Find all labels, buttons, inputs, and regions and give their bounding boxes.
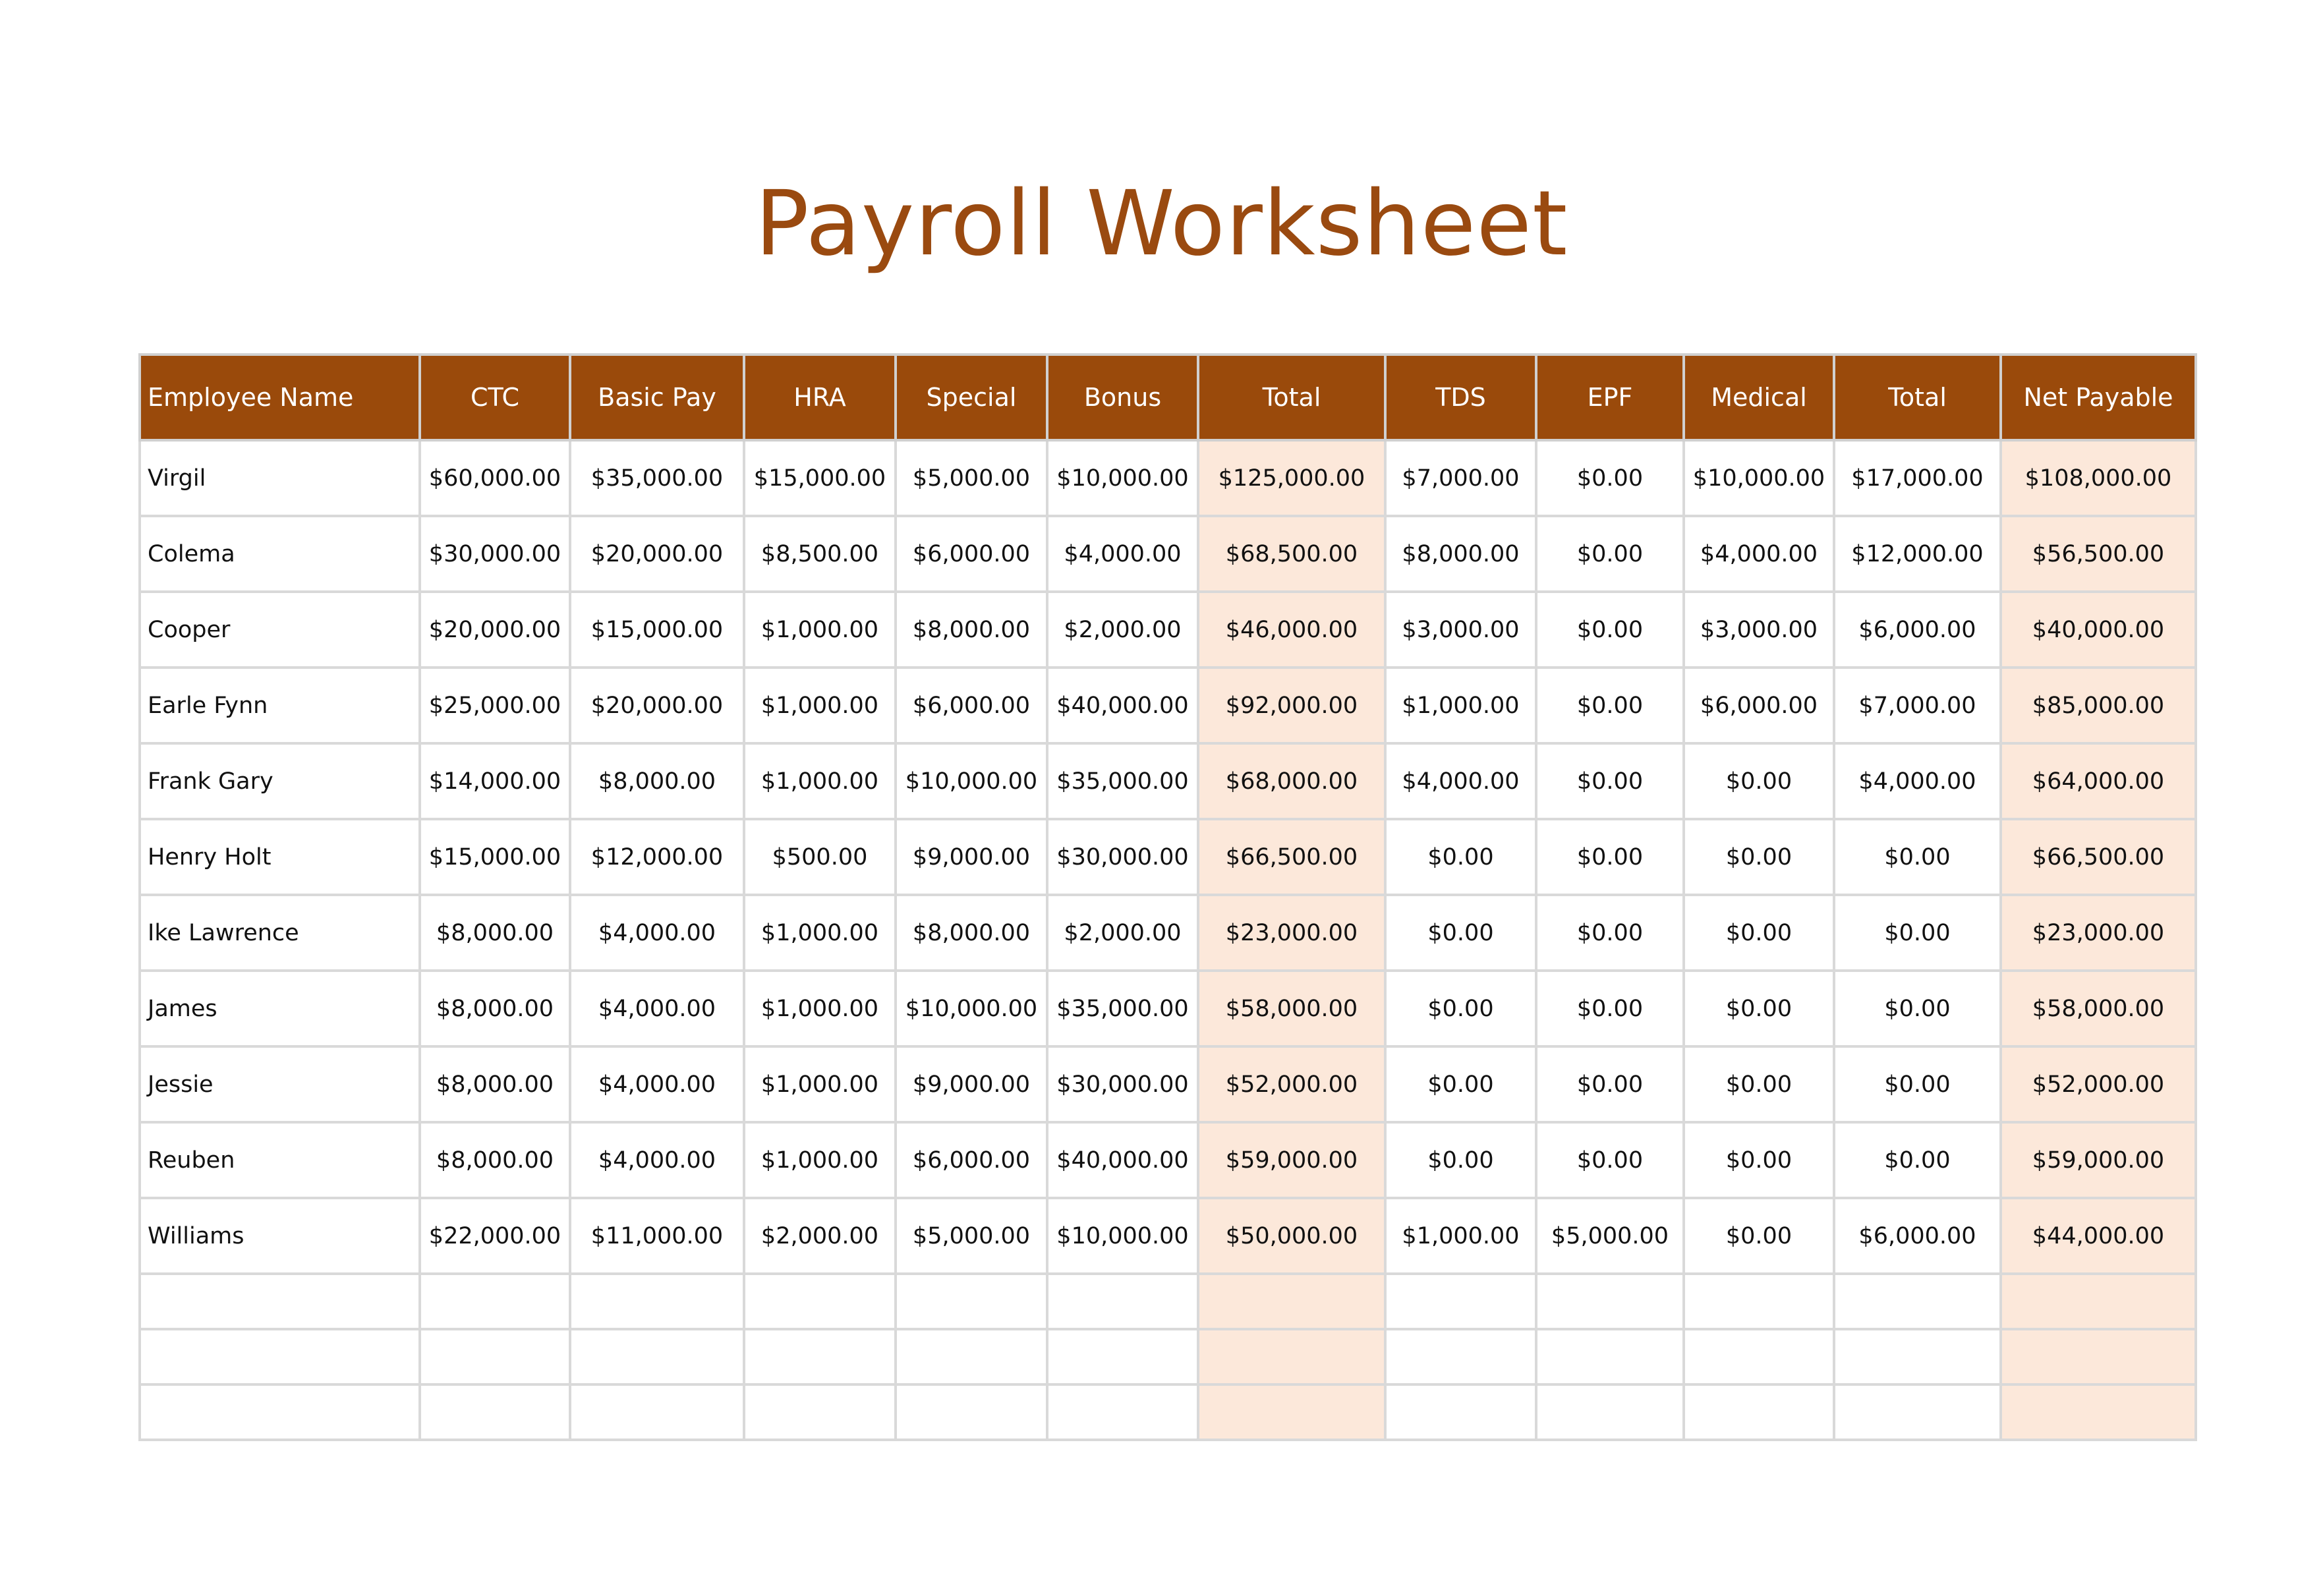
- empty-cell-hra[interactable]: [744, 1329, 896, 1384]
- cell-hra[interactable]: $500.00: [744, 819, 896, 895]
- cell-hra[interactable]: $2,000.00: [744, 1198, 896, 1274]
- cell-ctc[interactable]: $60,000.00: [420, 440, 570, 516]
- cell-earnings-total[interactable]: $59,000.00: [1198, 1122, 1385, 1198]
- cell-ctc[interactable]: $8,000.00: [420, 895, 570, 971]
- cell-basic-pay[interactable]: $4,000.00: [570, 895, 744, 971]
- cell-medical[interactable]: $0.00: [1684, 1046, 1834, 1122]
- cell-tds[interactable]: $1,000.00: [1385, 668, 1536, 743]
- empty-cell-special[interactable]: [896, 1274, 1047, 1329]
- cell-employee-name[interactable]: Henry Holt: [140, 819, 420, 895]
- cell-employee-name[interactable]: Ike Lawrence: [140, 895, 420, 971]
- cell-bonus[interactable]: $40,000.00: [1047, 1122, 1198, 1198]
- cell-special[interactable]: $8,000.00: [896, 895, 1047, 971]
- cell-employee-name[interactable]: James: [140, 971, 420, 1046]
- cell-earnings-total[interactable]: $50,000.00: [1198, 1198, 1385, 1274]
- empty-cell-medical[interactable]: [1684, 1384, 1834, 1440]
- cell-basic-pay[interactable]: $15,000.00: [570, 592, 744, 668]
- cell-special[interactable]: $6,000.00: [896, 1122, 1047, 1198]
- cell-hra[interactable]: $8,500.00: [744, 516, 896, 592]
- cell-medical[interactable]: $0.00: [1684, 743, 1834, 819]
- cell-net-payable[interactable]: $66,500.00: [2001, 819, 2196, 895]
- cell-hra[interactable]: $1,000.00: [744, 971, 896, 1046]
- cell-earnings-total[interactable]: $52,000.00: [1198, 1046, 1385, 1122]
- cell-ctc[interactable]: $8,000.00: [420, 1122, 570, 1198]
- cell-tds[interactable]: $0.00: [1385, 1046, 1536, 1122]
- header-basic-pay[interactable]: Basic Pay: [570, 355, 744, 440]
- cell-net-payable[interactable]: $85,000.00: [2001, 668, 2196, 743]
- empty-cell-ctc[interactable]: [420, 1274, 570, 1329]
- cell-special[interactable]: $9,000.00: [896, 819, 1047, 895]
- cell-bonus[interactable]: $4,000.00: [1047, 516, 1198, 592]
- cell-basic-pay[interactable]: $8,000.00: [570, 743, 744, 819]
- empty-cell-hra[interactable]: [744, 1384, 896, 1440]
- empty-cell-medical[interactable]: [1684, 1274, 1834, 1329]
- cell-epf[interactable]: $0.00: [1536, 895, 1684, 971]
- cell-employee-name[interactable]: Frank Gary: [140, 743, 420, 819]
- cell-tds[interactable]: $0.00: [1385, 1122, 1536, 1198]
- table-row: [140, 440, 2196, 516]
- cell-epf[interactable]: $0.00: [1536, 1046, 1684, 1122]
- empty-cell-earnings-total[interactable]: [1198, 1329, 1385, 1384]
- empty-cell-employee-name[interactable]: [140, 1274, 420, 1329]
- cell-tds[interactable]: $1,000.00: [1385, 1198, 1536, 1274]
- empty-cell-epf[interactable]: [1536, 1274, 1684, 1329]
- empty-cell-basic-pay[interactable]: [570, 1274, 744, 1329]
- cell-employee-name[interactable]: Reuben: [140, 1122, 420, 1198]
- table-row: [140, 971, 2196, 1046]
- cell-tds[interactable]: $3,000.00: [1385, 592, 1536, 668]
- cell-bonus[interactable]: $30,000.00: [1047, 819, 1198, 895]
- cell-tds[interactable]: $0.00: [1385, 971, 1536, 1046]
- cell-earnings-total[interactable]: $125,000.00: [1198, 440, 1385, 516]
- cell-deductions-total[interactable]: $7,000.00: [1834, 668, 2001, 743]
- cell-deductions-total[interactable]: $4,000.00: [1834, 743, 2001, 819]
- table-row: [140, 895, 2196, 971]
- empty-cell-net-payable[interactable]: [2001, 1384, 2196, 1440]
- cell-net-payable[interactable]: $40,000.00: [2001, 592, 2196, 668]
- cell-employee-name[interactable]: Cooper: [140, 592, 420, 668]
- cell-medical[interactable]: $0.00: [1684, 1198, 1834, 1274]
- cell-bonus[interactable]: $10,000.00: [1047, 1198, 1198, 1274]
- cell-deductions-total[interactable]: $0.00: [1834, 819, 2001, 895]
- cell-hra[interactable]: $1,000.00: [744, 743, 896, 819]
- cell-special[interactable]: $6,000.00: [896, 516, 1047, 592]
- cell-deductions-total[interactable]: $0.00: [1834, 895, 2001, 971]
- cell-bonus[interactable]: $10,000.00: [1047, 440, 1198, 516]
- cell-ctc[interactable]: $8,000.00: [420, 1046, 570, 1122]
- cell-basic-pay[interactable]: $4,000.00: [570, 1122, 744, 1198]
- cell-bonus[interactable]: $40,000.00: [1047, 668, 1198, 743]
- cell-employee-name[interactable]: Jessie: [140, 1046, 420, 1122]
- empty-cell-tds[interactable]: [1385, 1384, 1536, 1440]
- cell-medical[interactable]: $0.00: [1684, 1122, 1834, 1198]
- cell-ctc[interactable]: $22,000.00: [420, 1198, 570, 1274]
- empty-row: [140, 1329, 2196, 1384]
- cell-epf[interactable]: $0.00: [1536, 743, 1684, 819]
- cell-earnings-total[interactable]: $68,500.00: [1198, 516, 1385, 592]
- cell-deductions-total[interactable]: $17,000.00: [1834, 440, 2001, 516]
- table-row: [140, 1122, 2196, 1198]
- cell-deductions-total[interactable]: $0.00: [1834, 971, 2001, 1046]
- cell-earnings-total[interactable]: $58,000.00: [1198, 971, 1385, 1046]
- cell-tds[interactable]: $7,000.00: [1385, 440, 1536, 516]
- payroll-table: [138, 353, 2197, 1441]
- cell-special[interactable]: $8,000.00: [896, 592, 1047, 668]
- empty-cell-epf[interactable]: [1536, 1329, 1684, 1384]
- cell-bonus[interactable]: $2,000.00: [1047, 895, 1198, 971]
- cell-epf[interactable]: $0.00: [1536, 516, 1684, 592]
- cell-deductions-total[interactable]: $6,000.00: [1834, 1198, 2001, 1274]
- cell-hra[interactable]: $1,000.00: [744, 668, 896, 743]
- cell-deductions-total[interactable]: $6,000.00: [1834, 592, 2001, 668]
- empty-cell-employee-name[interactable]: [140, 1384, 420, 1440]
- cell-epf[interactable]: $0.00: [1536, 440, 1684, 516]
- table-row: [140, 819, 2196, 895]
- empty-cell-special[interactable]: [896, 1329, 1047, 1384]
- cell-net-payable[interactable]: $44,000.00: [2001, 1198, 2196, 1274]
- empty-cell-earnings-total[interactable]: [1198, 1274, 1385, 1329]
- empty-cell-deductions-total[interactable]: [1834, 1329, 2001, 1384]
- cell-tds[interactable]: $8,000.00: [1385, 516, 1536, 592]
- cell-net-payable[interactable]: $59,000.00: [2001, 1122, 2196, 1198]
- empty-cell-hra[interactable]: [744, 1274, 896, 1329]
- cell-deductions-total[interactable]: $0.00: [1834, 1046, 2001, 1122]
- cell-deductions-total[interactable]: $0.00: [1834, 1122, 2001, 1198]
- cell-ctc[interactable]: $8,000.00: [420, 971, 570, 1046]
- cell-earnings-total[interactable]: $66,500.00: [1198, 819, 1385, 895]
- header-medical[interactable]: Medical: [1684, 355, 1834, 440]
- cell-earnings-total[interactable]: $68,000.00: [1198, 743, 1385, 819]
- empty-cell-basic-pay[interactable]: [570, 1329, 744, 1384]
- cell-medical[interactable]: $6,000.00: [1684, 668, 1834, 743]
- cell-epf[interactable]: $0.00: [1536, 668, 1684, 743]
- cell-net-payable[interactable]: $23,000.00: [2001, 895, 2196, 971]
- cell-earnings-total[interactable]: $46,000.00: [1198, 592, 1385, 668]
- cell-earnings-total[interactable]: $23,000.00: [1198, 895, 1385, 971]
- empty-row: [140, 1384, 2196, 1440]
- cell-bonus[interactable]: $35,000.00: [1047, 971, 1198, 1046]
- empty-cell-medical[interactable]: [1684, 1329, 1834, 1384]
- empty-cell-special[interactable]: [896, 1384, 1047, 1440]
- cell-tds[interactable]: $0.00: [1385, 819, 1536, 895]
- empty-cell-ctc[interactable]: [420, 1384, 570, 1440]
- header-ctc[interactable]: CTC: [420, 355, 570, 440]
- cell-hra[interactable]: $15,000.00: [744, 440, 896, 516]
- header-special[interactable]: Special: [896, 355, 1047, 440]
- empty-cell-bonus[interactable]: [1047, 1329, 1198, 1384]
- table-row: [140, 1198, 2196, 1274]
- cell-ctc[interactable]: $20,000.00: [420, 592, 570, 668]
- cell-medical[interactable]: $0.00: [1684, 819, 1834, 895]
- table-row: [140, 1046, 2196, 1122]
- cell-basic-pay[interactable]: $4,000.00: [570, 1046, 744, 1122]
- cell-employee-name[interactable]: Colema: [140, 516, 420, 592]
- header-employee-name[interactable]: Employee Name: [140, 355, 420, 440]
- cell-basic-pay[interactable]: $20,000.00: [570, 516, 744, 592]
- cell-basic-pay[interactable]: $11,000.00: [570, 1198, 744, 1274]
- cell-hra[interactable]: $1,000.00: [744, 1046, 896, 1122]
- empty-cell-deductions-total[interactable]: [1834, 1274, 2001, 1329]
- empty-cell-net-payable[interactable]: [2001, 1329, 2196, 1384]
- cell-special[interactable]: $10,000.00: [896, 971, 1047, 1046]
- cell-special[interactable]: $5,000.00: [896, 440, 1047, 516]
- header-row: [140, 355, 2196, 440]
- cell-medical[interactable]: $0.00: [1684, 971, 1834, 1046]
- empty-cell-epf[interactable]: [1536, 1384, 1684, 1440]
- cell-basic-pay[interactable]: $4,000.00: [570, 971, 744, 1046]
- cell-epf[interactable]: $0.00: [1536, 1122, 1684, 1198]
- empty-cell-bonus[interactable]: [1047, 1274, 1198, 1329]
- cell-net-payable[interactable]: $52,000.00: [2001, 1046, 2196, 1122]
- cell-ctc[interactable]: $30,000.00: [420, 516, 570, 592]
- header-deductions-total[interactable]: Total: [1834, 355, 2001, 440]
- cell-ctc[interactable]: $15,000.00: [420, 819, 570, 895]
- empty-cell-net-payable[interactable]: [2001, 1274, 2196, 1329]
- cell-epf[interactable]: $0.00: [1536, 971, 1684, 1046]
- cell-hra[interactable]: $1,000.00: [744, 592, 896, 668]
- cell-epf[interactable]: $0.00: [1536, 592, 1684, 668]
- cell-employee-name[interactable]: Virgil: [140, 440, 420, 516]
- empty-cell-ctc[interactable]: [420, 1329, 570, 1384]
- cell-ctc[interactable]: $14,000.00: [420, 743, 570, 819]
- table-row: [140, 592, 2196, 668]
- empty-cell-deductions-total[interactable]: [1834, 1384, 2001, 1440]
- cell-special[interactable]: $10,000.00: [896, 743, 1047, 819]
- cell-bonus[interactable]: $30,000.00: [1047, 1046, 1198, 1122]
- cell-net-payable[interactable]: $56,500.00: [2001, 516, 2196, 592]
- empty-cell-earnings-total[interactable]: [1198, 1384, 1385, 1440]
- header-tds[interactable]: TDS: [1385, 355, 1536, 440]
- empty-cell-tds[interactable]: [1385, 1329, 1536, 1384]
- empty-cell-basic-pay[interactable]: [570, 1384, 744, 1440]
- cell-tds[interactable]: $0.00: [1385, 895, 1536, 971]
- cell-net-payable[interactable]: $58,000.00: [2001, 971, 2196, 1046]
- table-row: [140, 743, 2196, 819]
- cell-basic-pay[interactable]: $35,000.00: [570, 440, 744, 516]
- cell-medical[interactable]: $0.00: [1684, 895, 1834, 971]
- header-epf[interactable]: EPF: [1536, 355, 1684, 440]
- page-title: Payroll Worksheet: [755, 172, 1568, 276]
- cell-earnings-total[interactable]: $92,000.00: [1198, 668, 1385, 743]
- cell-deductions-total[interactable]: $12,000.00: [1834, 516, 2001, 592]
- cell-epf[interactable]: $5,000.00: [1536, 1198, 1684, 1274]
- cell-special[interactable]: $6,000.00: [896, 668, 1047, 743]
- cell-basic-pay[interactable]: $12,000.00: [570, 819, 744, 895]
- cell-special[interactable]: $5,000.00: [896, 1198, 1047, 1274]
- empty-row: [140, 1274, 2196, 1329]
- cell-tds[interactable]: $4,000.00: [1385, 743, 1536, 819]
- cell-hra[interactable]: $1,000.00: [744, 895, 896, 971]
- cell-medical[interactable]: $4,000.00: [1684, 516, 1834, 592]
- header-net-payable[interactable]: Net Payable: [2001, 355, 2196, 440]
- header-hra[interactable]: HRA: [744, 355, 896, 440]
- cell-hra[interactable]: $1,000.00: [744, 1122, 896, 1198]
- empty-cell-bonus[interactable]: [1047, 1384, 1198, 1440]
- cell-ctc[interactable]: $25,000.00: [420, 668, 570, 743]
- cell-medical[interactable]: $10,000.00: [1684, 440, 1834, 516]
- table-row: [140, 516, 2196, 592]
- cell-bonus[interactable]: $35,000.00: [1047, 743, 1198, 819]
- cell-bonus[interactable]: $2,000.00: [1047, 592, 1198, 668]
- header-bonus[interactable]: Bonus: [1047, 355, 1198, 440]
- empty-cell-tds[interactable]: [1385, 1274, 1536, 1329]
- cell-basic-pay[interactable]: $20,000.00: [570, 668, 744, 743]
- empty-cell-employee-name[interactable]: [140, 1329, 420, 1384]
- cell-epf[interactable]: $0.00: [1536, 819, 1684, 895]
- header-earnings-total[interactable]: Total: [1198, 355, 1385, 440]
- table-body: [140, 440, 2196, 1440]
- cell-net-payable[interactable]: $64,000.00: [2001, 743, 2196, 819]
- table-row: [140, 668, 2196, 743]
- cell-medical[interactable]: $3,000.00: [1684, 592, 1834, 668]
- cell-employee-name[interactable]: Williams: [140, 1198, 420, 1274]
- cell-special[interactable]: $9,000.00: [896, 1046, 1047, 1122]
- cell-net-payable[interactable]: $108,000.00: [2001, 440, 2196, 516]
- cell-employee-name[interactable]: Earle Fynn: [140, 668, 420, 743]
